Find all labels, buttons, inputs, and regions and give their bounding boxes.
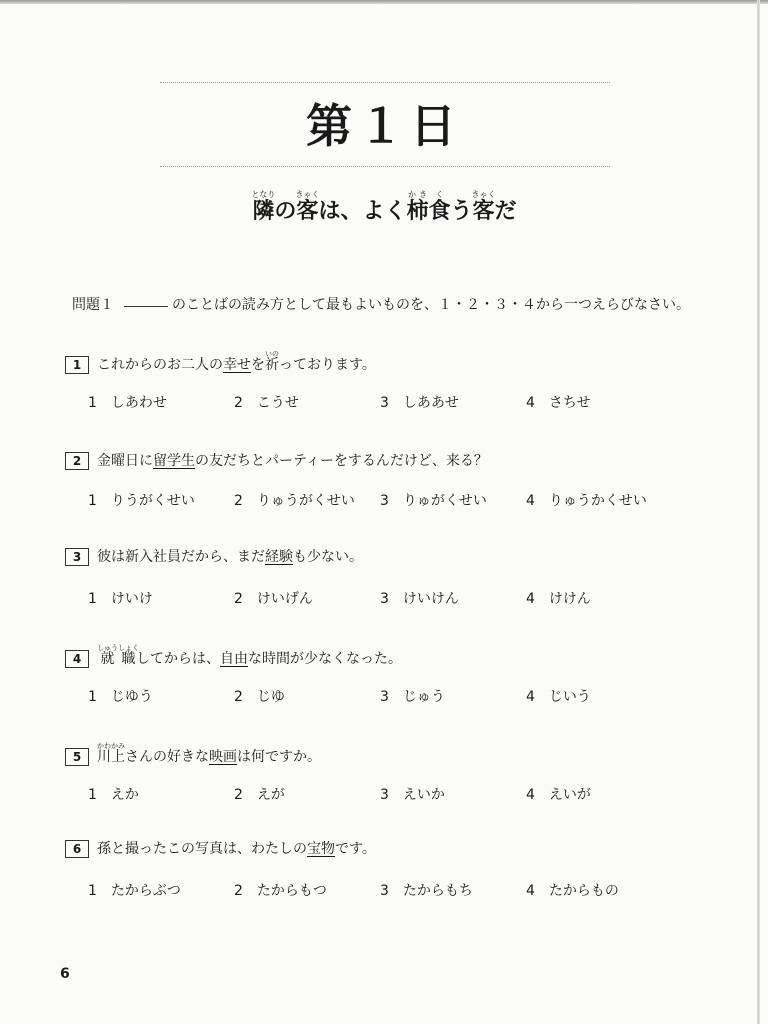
answer-option-2[interactable]: [234, 784, 285, 804]
answer-option-4[interactable]: [526, 490, 647, 510]
subtitle-text: だ: [494, 198, 517, 224]
subtitle-kanji: 隣となり: [251, 190, 276, 224]
option-number: 4: [526, 493, 535, 509]
option-number: 4: [526, 787, 535, 803]
option-text: りゅうがくせい: [256, 493, 355, 509]
question-6: [65, 838, 725, 858]
option-number: 3: [380, 787, 389, 803]
option-number: 1: [88, 493, 97, 509]
option-number: 4: [526, 395, 535, 411]
option-text: しああせ: [402, 395, 459, 411]
question-number: 1: [65, 356, 89, 374]
option-number: 2: [234, 493, 243, 509]
subtitle-kanji: 食く: [428, 190, 451, 224]
question-text: な時間が少なくなった。: [248, 651, 402, 667]
answer-option-2[interactable]: [234, 490, 355, 510]
question-5: [65, 742, 725, 766]
option-text: じゅう: [402, 689, 445, 705]
option-text: りうがくせい: [110, 493, 195, 509]
answer-option-3[interactable]: [380, 490, 487, 510]
kanji-with-reading: 祈いの: [265, 350, 279, 373]
option-text: けいげん: [256, 591, 313, 607]
question-text: さんの好きな: [125, 749, 209, 765]
option-text: りゅうかくせい: [548, 493, 647, 509]
question-text: 彼は新入社員だから、まだ: [97, 549, 265, 565]
kanji-with-reading: 川上かわかみ: [97, 742, 125, 765]
page-title: 第１日: [306, 99, 462, 153]
question-text: 金曜日に: [97, 453, 153, 469]
answer-option-4[interactable]: [526, 588, 591, 608]
option-number: 2: [234, 395, 243, 411]
answer-option-1[interactable]: [88, 686, 153, 706]
answer-option-1[interactable]: [88, 392, 167, 412]
option-text: えが: [256, 787, 285, 803]
title-rule-bottom: [160, 166, 610, 167]
target-word: 宝物: [307, 841, 335, 857]
option-text: じいう: [548, 689, 591, 705]
instruction: [72, 294, 712, 314]
option-number: 2: [234, 689, 243, 705]
question-text: は何ですか。: [237, 749, 321, 765]
question-1: [65, 350, 725, 374]
option-number: 3: [380, 689, 389, 705]
option-number: 3: [380, 883, 389, 899]
target-word: 映画: [209, 749, 237, 765]
title-rule-top: [160, 82, 610, 83]
question-text: っております。: [279, 357, 376, 373]
option-text: こうせ: [256, 395, 299, 411]
option-number: 4: [526, 883, 535, 899]
question-text: これからのお二人の: [97, 357, 223, 373]
question-text: です。: [335, 841, 376, 857]
target-word: 自由: [220, 651, 248, 667]
answer-option-4[interactable]: [526, 686, 591, 706]
answer-option-4[interactable]: [526, 784, 591, 804]
option-number: 3: [380, 395, 389, 411]
option-text: さちせ: [548, 395, 591, 411]
question-text: の友だちとパーティーをするんだけど、来る？: [195, 453, 488, 469]
subtitle-text: は、よく: [318, 198, 407, 224]
option-text: たからもち: [402, 883, 473, 899]
option-number: 1: [88, 591, 97, 607]
answer-option-1[interactable]: [88, 880, 181, 900]
answer-option-3[interactable]: [380, 392, 459, 412]
answer-option-3[interactable]: [380, 784, 445, 804]
option-number: 2: [234, 883, 243, 899]
option-number: 2: [234, 591, 243, 607]
option-number: 3: [380, 493, 389, 509]
answer-option-1[interactable]: [88, 784, 139, 804]
answer-option-2[interactable]: [234, 588, 313, 608]
answer-option-1[interactable]: [88, 490, 195, 510]
answer-option-2[interactable]: [234, 686, 285, 706]
question-number: 4: [65, 650, 89, 668]
option-text: けいけん: [402, 591, 459, 607]
subtitle-kanji: 柿かき: [406, 190, 429, 224]
option-number: 4: [526, 591, 535, 607]
option-number: 1: [88, 787, 97, 803]
option-number: 1: [88, 883, 97, 899]
question-4: [65, 644, 725, 668]
question-number: 5: [65, 748, 89, 766]
subtitle-kanji: 客きゃく: [471, 190, 496, 224]
target-word: 幸せ: [223, 357, 251, 373]
answer-option-4[interactable]: [526, 392, 591, 412]
target-word: 経験: [265, 549, 293, 565]
question-text: 孫と撮ったこの写真は、わたしの: [97, 841, 307, 857]
option-text: しあわせ: [110, 395, 167, 411]
question-number: 2: [65, 452, 89, 470]
option-text: たからもつ: [256, 883, 327, 899]
proverb-subtitle: [0, 190, 768, 225]
answer-option-2[interactable]: [234, 392, 299, 412]
target-word: 留学生: [153, 453, 195, 469]
kanji-with-reading: 就職しゅうしょく: [97, 644, 139, 667]
question-3: [65, 546, 725, 566]
subtitle-text: の: [274, 198, 297, 224]
option-number: 2: [234, 787, 243, 803]
question-text: も少ない。: [293, 549, 363, 565]
scan-top-edge: [0, 0, 768, 4]
subtitle-text: う: [450, 198, 473, 224]
answer-option-4[interactable]: [526, 880, 619, 900]
answer-option-3[interactable]: [380, 588, 459, 608]
option-text: えか: [110, 787, 139, 803]
subtitle-kanji: 客きゃく: [295, 190, 320, 224]
option-number: 3: [380, 591, 389, 607]
option-number: 1: [88, 689, 97, 705]
option-text: りゅがくせい: [402, 493, 487, 509]
question-text: してからは、: [136, 651, 220, 667]
option-text: たからぶつ: [110, 883, 181, 899]
answer-option-1[interactable]: [88, 588, 153, 608]
instruction-text: のことばの読み方として最もよいものを、１・２・３・４から一つえらびなさい。: [172, 297, 690, 313]
question-text: を: [251, 357, 265, 373]
option-number: 4: [526, 689, 535, 705]
option-text: じゆう: [110, 689, 153, 705]
question-number: 6: [65, 840, 89, 858]
option-number: 1: [88, 395, 97, 411]
answer-option-2[interactable]: [234, 880, 327, 900]
option-text: じゆ: [256, 689, 285, 705]
blank-underline: [124, 306, 168, 307]
option-text: けいけ: [110, 591, 153, 607]
question-2: [65, 450, 725, 470]
option-text: えいが: [548, 787, 591, 803]
question-number: 3: [65, 548, 89, 566]
option-text: たからもの: [548, 883, 619, 899]
problem-label: 問題１: [72, 297, 114, 313]
answer-option-3[interactable]: [380, 686, 445, 706]
option-text: えいか: [402, 787, 445, 803]
option-text: けけん: [548, 591, 591, 607]
answer-option-3[interactable]: [380, 880, 473, 900]
page-number: 6: [60, 966, 70, 982]
